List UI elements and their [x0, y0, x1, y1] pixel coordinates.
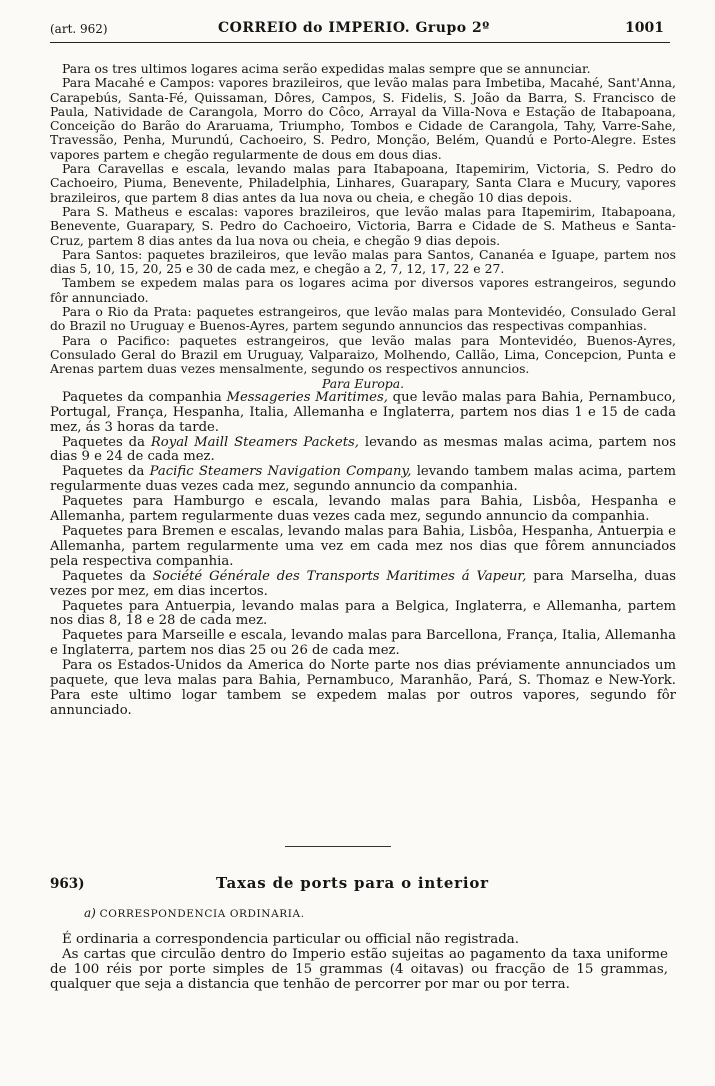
europa-paragraph: Paquetes da companhia Messageries Maritimes, que levão malas para Bahia, Pernambuco, Portugal, França, Hespanha, Italia, Allemanha e Inglaterra, partem nos dias 1 e 15 de cada mez, ás 3 horas da tarde. — [50, 389, 676, 435]
europa-paragraph: Paquetes para Hamburgo e escala, levando malas para Bahia, Lisbôa, Hespanha e Allemanha, partem regularmente duas vezes cada mez, segundo annuncio da companhia. — [50, 494, 676, 525]
company-name: Pacific Steamers Navigation Company, — [149, 464, 412, 480]
subsection-heading — [84, 906, 305, 920]
paragraph: Para o Rio da Prata: paquetes estrangeiros, que levão malas para Montevidéo, Consulado Geral do Brazil no Uruguay e Buenos-Ayres, partem segundo annuncios das respectivas companhias. — [50, 304, 676, 334]
company-name: Société Générale des Transports Maritimes á Vapeur, — [152, 568, 527, 584]
section-number: 963) — [50, 876, 85, 892]
paragraph: Para Caravellas e escala, levando malas para Itabapoana, Itapemirim, Victoria, S. Pedro do Cachoeiro, Piuma, Benevente, Philadelphia, Linhares, Guarapary, Santa Clara e Mucury, vapores brazileiros, que partem 8 dias antes da lua nova ou cheia, e chegão 10 dias depois. — [50, 161, 676, 205]
subsection-title: CORRESPONDENCIA ORDINARIA. — [99, 908, 305, 920]
europa-section — [50, 391, 676, 719]
company-name: Royal Maill Steamers Packets, — [150, 434, 359, 450]
europa-paragraph: Para os Estados-Unidos da America do Norte parte nos dias préviamente annunciados um paquete, que leva malas para Bahia, Pernambuco, Maranhão, Pará, S. Thomaz e New-York. Para este ultimo logar tambem se expedem malas por outros vapores, segundo fôr annunciado. — [50, 658, 676, 718]
europa-paragraph: Paquetes para Marseille e escala, levando malas para Barcellona, França, Italia, Allemanha e Inglaterra, partem nos dias 25 ou 26 de cada mez. — [50, 628, 676, 659]
paragraph: Para S. Matheus e escalas: vapores brazileiros, que levão malas para Itapemirim, Itabapoana, Benevente, Guarapary, S. Pedro do Cachoeiro, Victoria, Barra e Cidade de S. Matheus e Santa-Cruz, partem 8 dias antes da lua nova ou cheia, e chegão 9 dias depois. — [50, 203, 676, 248]
europa-heading: Para Europa. — [321, 375, 405, 391]
paragraph: Para o Pacifico: paquetes estrangeiros, que levão malas para Montevidéo, Buenos-Ayres, Consulado Geral do Brazil em Uruguay, Valparaizo, Molhendo, Callão, Lima, Concepcion, Punta e Arenas partem duas vezes mensalmente, segundo os respectivos annuncios. — [50, 332, 676, 377]
paragraph: Para os tres ultimos logares acima serão expedidas malas sempre que se annunciar. — [62, 61, 591, 76]
europa-paragraph: Paquetes da Société Générale des Transports Maritimes á Vapeur, para Marselha, duas vezes por mez, em dias incertos. — [50, 568, 676, 599]
paragraph: Para Santos: paquetes brazileiros, que levão malas para Santos, Cananéa e Iguape, partem nos dias 5, 10, 15, 20, 25 e 30 de cada mez, e chegão a 2, 7, 12, 17, 22 e 27. — [50, 246, 676, 277]
section-divider — [285, 846, 391, 847]
europa-paragraph: Paquetes da Royal Maill Steamers Packets, levando as mesmas malas acima, partem nos dias 9 e 24 de cada mez. — [50, 434, 676, 465]
section-title: Taxas de ports para o interior — [216, 874, 489, 892]
running-title: CORREIO do IMPERIO. Grupo 2º — [218, 20, 490, 36]
paragraph: As cartas que circulão dentro do Imperio estão sujeitas ao pagamento da taxa uniforme de 100 réis por porte simples de 15 grammas (4 oitavas) ou fracção de 15 grammas, qualquer que seja a distancia que tenhão de percorrer por mar ou por terra. — [50, 947, 668, 992]
article-962-body — [50, 62, 676, 719]
article-reference: (art. 962) — [50, 22, 108, 36]
paragraph: É ordinaria a correspondencia particular ou official não registrada. — [62, 932, 520, 947]
company-name: Messageries Maritimes, — [226, 389, 388, 405]
europa-paragraph: Paquetes para Bremen e escalas, levando malas para Bahia, Lisbôa, Hespanha, Antuerpia e Allemanha, partem regularmente uma vez em cada mez nos dias que fôrem annunciados pela respectiva companhia. — [50, 523, 676, 569]
europa-paragraph: Paquetes da Pacific Steamers Navigation Company, levando tambem malas acima, partem regularmente duas vezes cada mez, segundo annuncio da companhia. — [50, 464, 676, 495]
page-header — [50, 20, 670, 43]
subsection-letter: a) — [84, 906, 96, 920]
paragraph: Tambem se expedem malas para os logares acima por diversos vapores estrangeiros, segundo fôr annunciado. — [50, 275, 676, 305]
taxas-body — [50, 932, 668, 992]
paragraph: Para Macahé e Campos: vapores brazileiros, que levão malas para Imbetiba, Macahé, Sant'Anna, Carapebús, Santa-Fé, Quissaman, Dôres, Campos, S. Fidelis, S. João da Barra, S. Francisco de Paula, Natividade de Carangola, Morro do Côco, Arrayal da Villa-Nova e Estação de Itabapoana, Conceição do Barão do Araruama, Triumpho, Tombos e Cidade de Carangola, Tahy, Varre-Sahe, Travessão, Penha, Murundú, Cachoeiro, S. Pedro, Monção, Belém, Quandú e Porto-Alegre. Estes vapores partem e chegão regularmente de dous em dous dias. — [50, 75, 676, 162]
page-number: 1001 — [625, 20, 664, 36]
europa-paragraph: Paquetes para Antuerpia, levando malas para a Belgica, Inglaterra, e Allemanha, partem nos dias 8, 18 e 28 de cada mez. — [50, 598, 676, 629]
